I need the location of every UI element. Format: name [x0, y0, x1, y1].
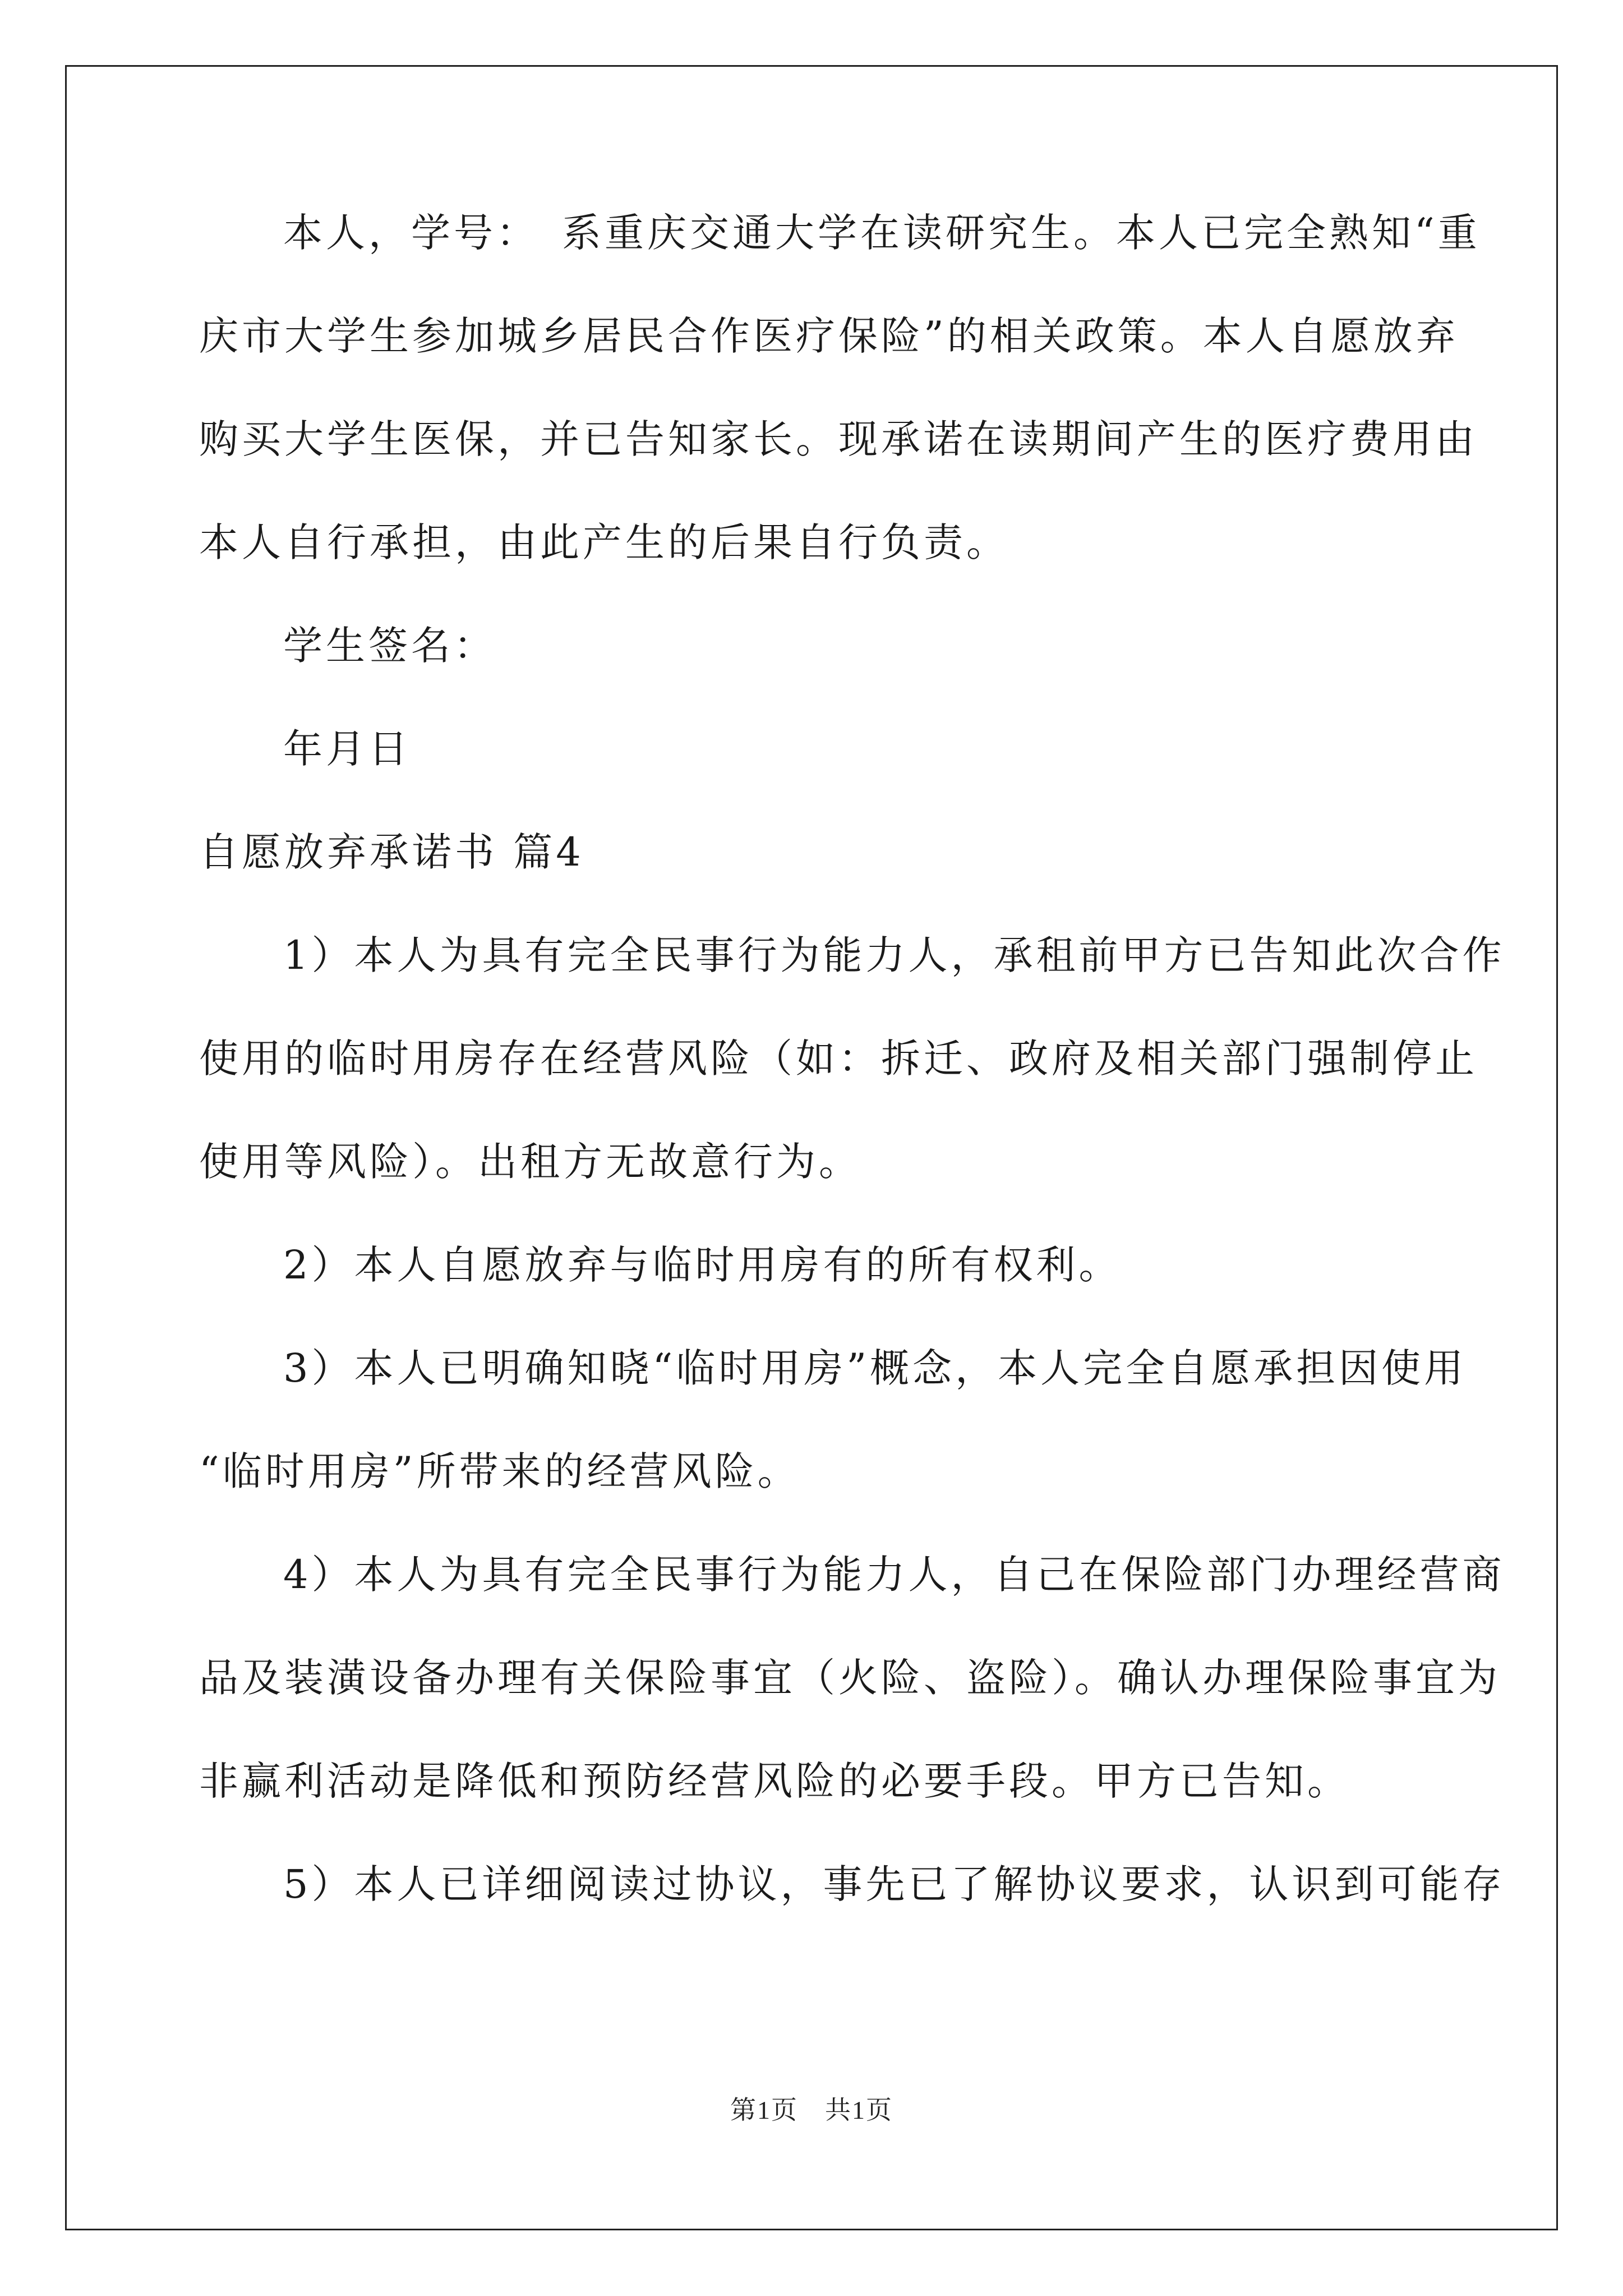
item-3-line-1: 3）本人已明确知晓“临时用房”概念，本人完全自愿承担因使用 — [283, 1345, 1467, 1391]
paragraph-1-line-2: 庆市大学生参加城乡居民合作医疗保险”的相关政策。本人自愿放弃 — [199, 313, 1459, 359]
item-3-line-2: “临时用房”所带来的经营风险。 — [199, 1448, 800, 1494]
item-2-line-1: 2）本人自愿放弃与临时用房有的所有权利。 — [283, 1242, 1122, 1288]
signature-label: 学生签名： — [283, 623, 496, 669]
paragraph-1-line-3: 购买大学生医保，并已告知家长。现承诺在读期间产生的医疗费用由 — [199, 416, 1478, 462]
section-heading: 自愿放弃承诺书 篇4 — [199, 829, 584, 875]
date-label: 年月日 — [283, 726, 411, 772]
item-4-line-3: 非赢利活动是降低和预防经营风险的必要手段。甲方已告知。 — [199, 1758, 1350, 1804]
item-5-line-1: 5）本人已详细阅读过协议，事先已了解协议要求，认识到可能存 — [283, 1861, 1505, 1907]
paragraph-1-line-1: 本人，学号： 系重庆交通大学在读研究生。本人已完全熟知“重 — [283, 210, 1481, 256]
item-4-line-2: 品及装潢设备办理有关保险事宜（火险、盗险）。确认办理保险事宜为 — [199, 1655, 1501, 1701]
page-number: 第1页 共1页 — [730, 2096, 893, 2124]
item-4-line-1: 4）本人为具有完全民事行为能力人，自己在保险部门办理经营商 — [283, 1552, 1505, 1598]
paragraph-1-line-4: 本人自行承担，由此产生的后果自行负责。 — [199, 519, 1009, 565]
item-1-line-2: 使用的临时用房存在经营风险（如：拆迁、政府及相关部门强制停止 — [199, 1036, 1478, 1082]
item-1-line-1: 1）本人为具有完全民事行为能力人，承租前甲方已告知此次合作 — [283, 932, 1505, 978]
item-1-line-3: 使用等风险）。出租方无故意行为。 — [199, 1139, 861, 1185]
